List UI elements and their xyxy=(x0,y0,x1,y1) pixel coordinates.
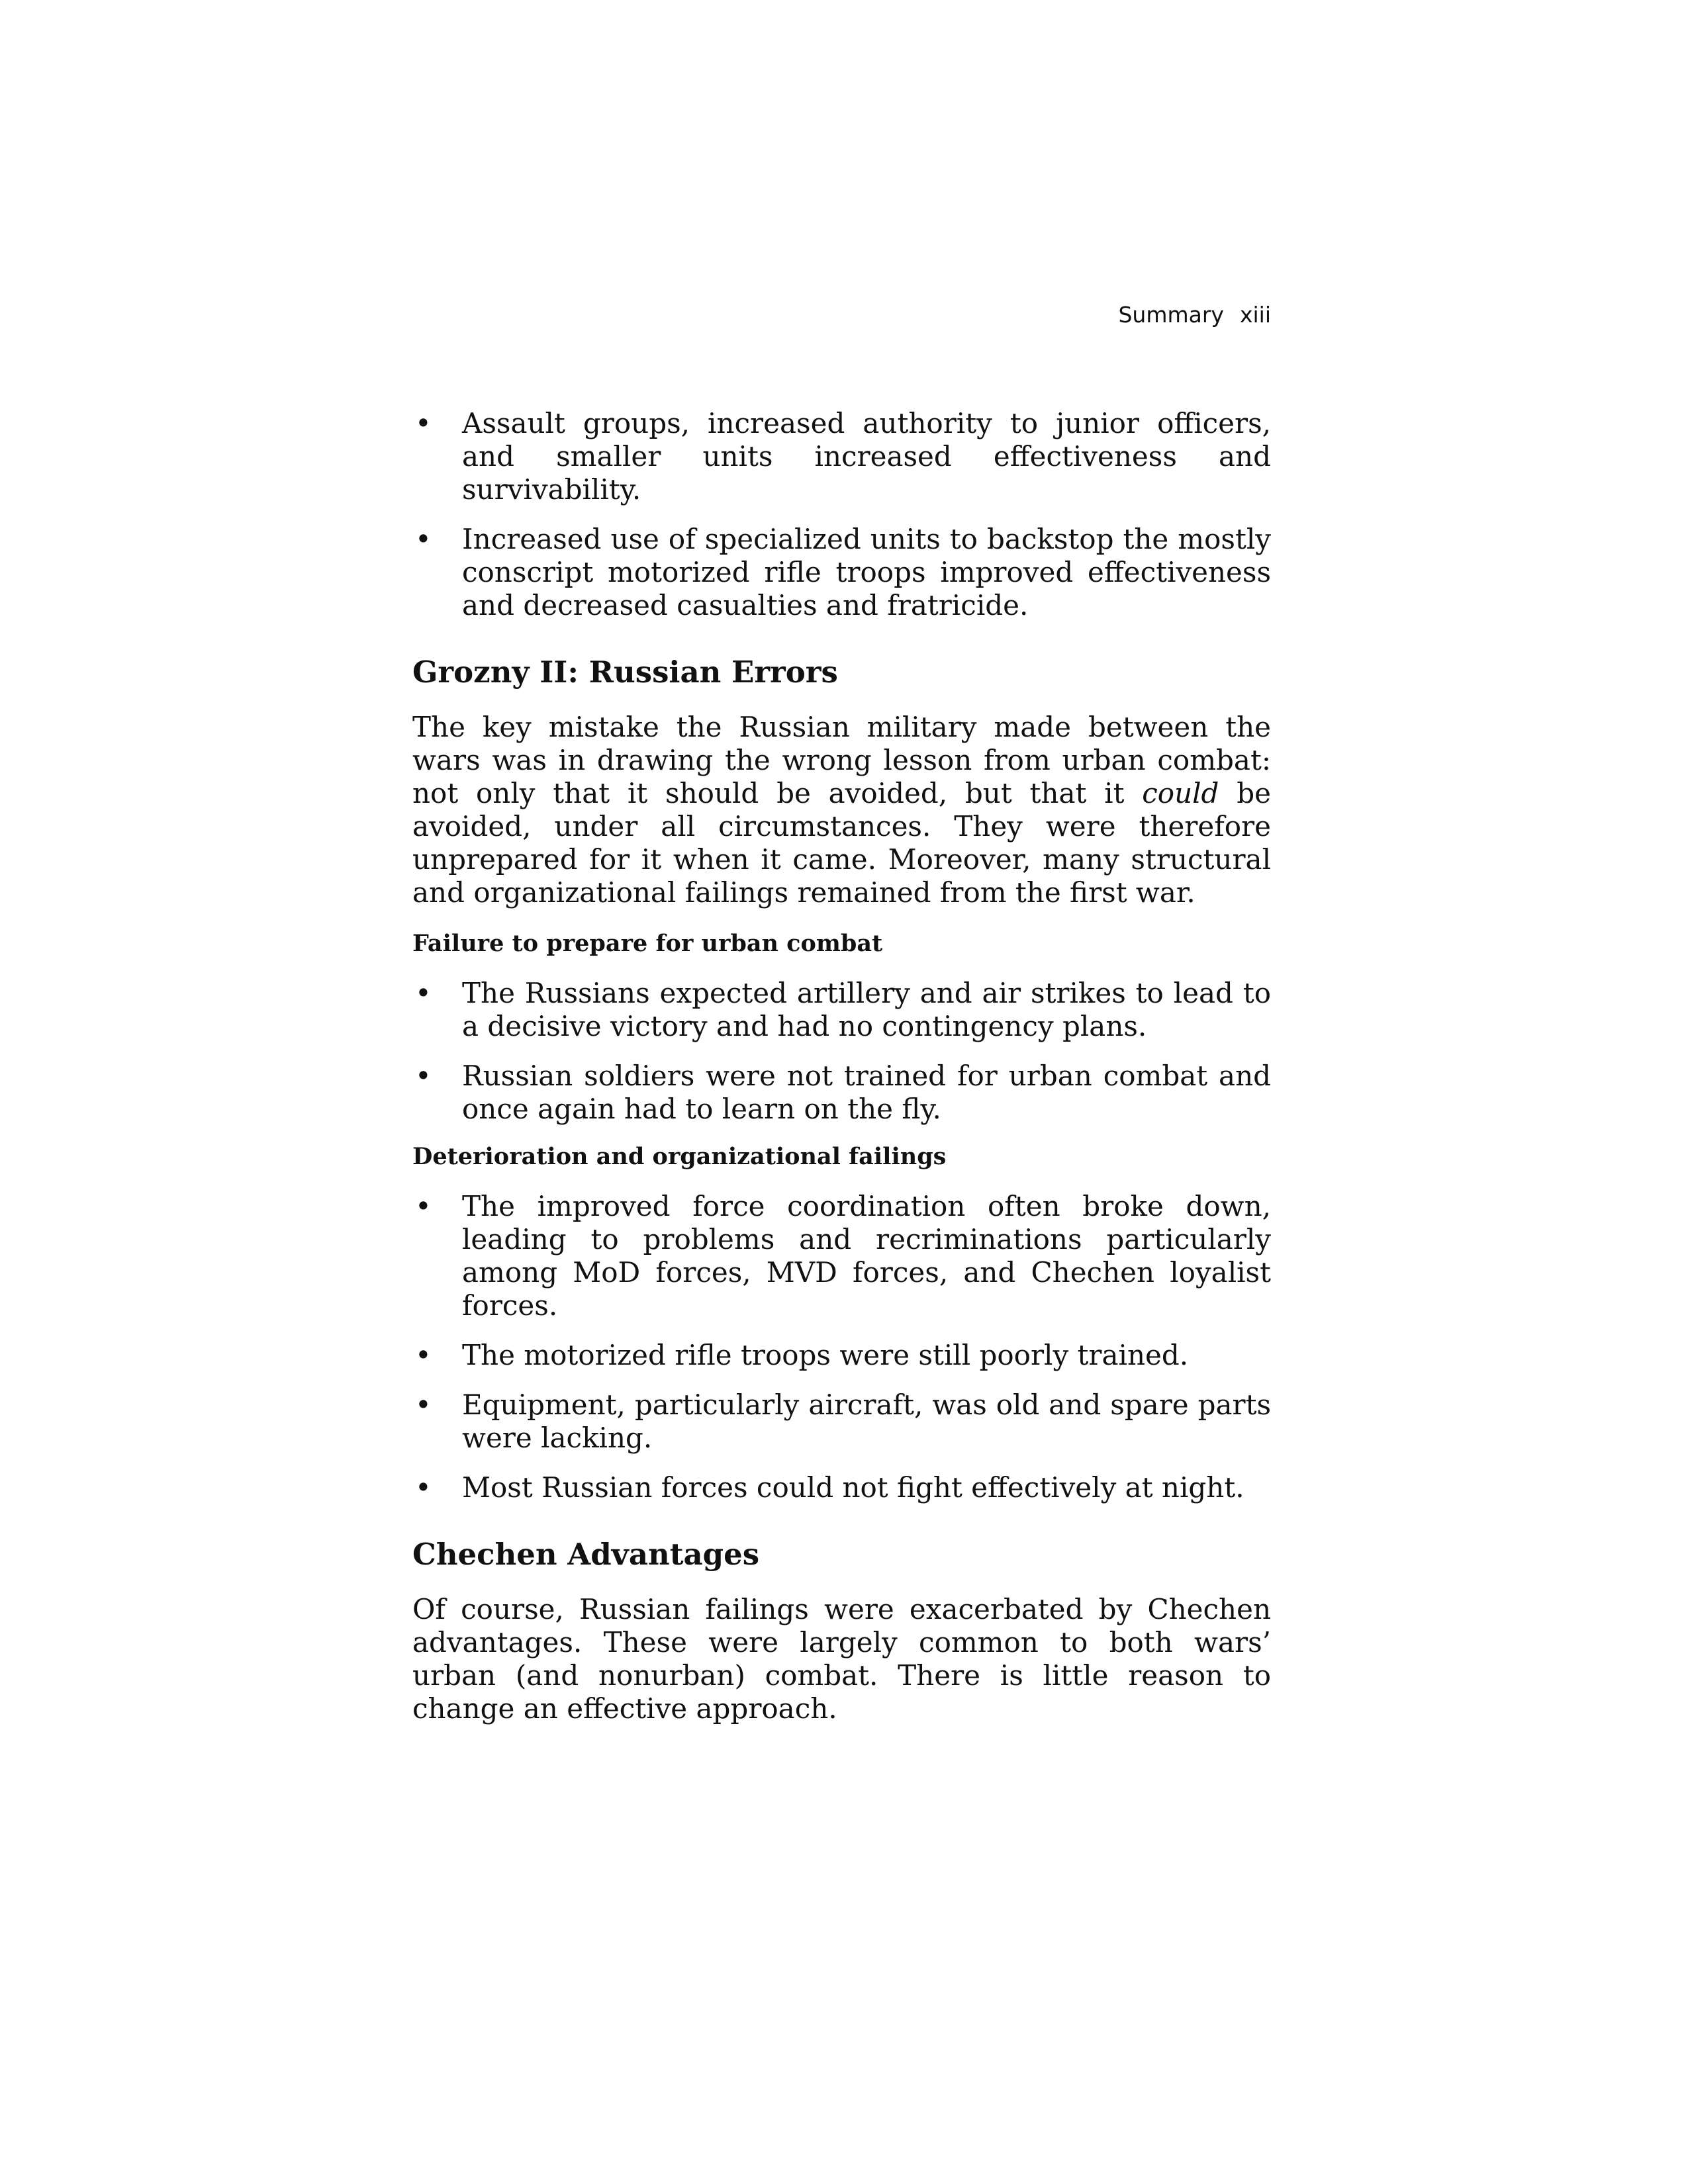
list-item xyxy=(412,1339,1271,1372)
list-item-text: Most Russian forces could not fight effectively at night. xyxy=(462,1471,1244,1504)
list-item xyxy=(412,1388,1271,1455)
list-item-text: Equipment, particularly aircraft, was old and spare parts were lacking. xyxy=(462,1388,1271,1454)
section-heading-chechen-advantages: Chechen Advantages xyxy=(412,1537,760,1572)
body-content xyxy=(412,407,1271,1745)
running-head-section: Summary xyxy=(1118,302,1224,328)
list-item-text: Russian soldiers were not trained for urban combat and once again had to learn on the fly. xyxy=(462,1060,1271,1125)
bullet-icon: • xyxy=(415,1190,432,1222)
bullet-icon: • xyxy=(415,1060,432,1092)
list-item-text: The motorized rifle troops were still poorly trained. xyxy=(462,1339,1189,1371)
russian-errors-paragraph xyxy=(412,711,1271,909)
bullet-icon: • xyxy=(415,977,432,1009)
page-number: xiii xyxy=(1239,302,1271,328)
list-item xyxy=(412,1190,1271,1322)
list-item xyxy=(412,1471,1271,1504)
list-item xyxy=(412,977,1271,1043)
paragraph-text-part2: be avoided, under all circumstances. They were therefore unprepared for it when it came. Moreover, many structural and organizational failings remained from the first war. xyxy=(412,777,1271,909)
list-item-text: Assault groups, increased authority to junior officers, and smaller units increased effectiveness and survivability. xyxy=(462,407,1271,506)
section-heading-russian-errors: Grozny II: Russian Errors xyxy=(412,655,838,690)
list-item-text: The Russians expected artillery and air strikes to lead to a decisive victory and had no contingency plans. xyxy=(462,977,1271,1042)
paragraph-text-part1: The key mistake the Russian military made between the wars was in drawing the wrong lesson from urban combat: not only that it should be avoided, but that it xyxy=(412,711,1271,809)
subheading-deterioration: Deterioration and organizational failings xyxy=(412,1143,947,1170)
list-item xyxy=(412,407,1271,506)
subheading-failure-to-prepare: Failure to prepare for urban combat xyxy=(412,930,883,957)
chechen-advantages-paragraph: Of course, Russian failings were exacerbated by Chechen advantages. These were largely common to both wars’ urban (and nonurban) combat. There is little reason to change an effective approach. xyxy=(412,1593,1271,1725)
bullet-icon: • xyxy=(415,1471,432,1504)
list-item xyxy=(412,1060,1271,1126)
bullet-icon: • xyxy=(415,1388,432,1421)
list-item-text: The improved force coordination often broke down, leading to problems and recriminations particularly among MoD forces, MVD forces, and Chechen loyalist forces. xyxy=(462,1190,1271,1322)
list-item xyxy=(412,523,1271,622)
failure-bullet-list xyxy=(412,977,1271,1126)
bullet-icon: • xyxy=(415,523,432,555)
bullet-icon: • xyxy=(415,1339,432,1371)
list-item-text: Increased use of specialized units to backstop the mostly conscript motorized rifle troops improved effectiveness and decreased casualties and fratricide. xyxy=(462,523,1271,621)
deterioration-bullet-list xyxy=(412,1190,1271,1504)
running-head xyxy=(980,302,1271,328)
bullet-icon: • xyxy=(415,407,432,439)
paragraph-italic-word: could xyxy=(1142,777,1219,809)
intro-bullet-list xyxy=(412,407,1271,622)
